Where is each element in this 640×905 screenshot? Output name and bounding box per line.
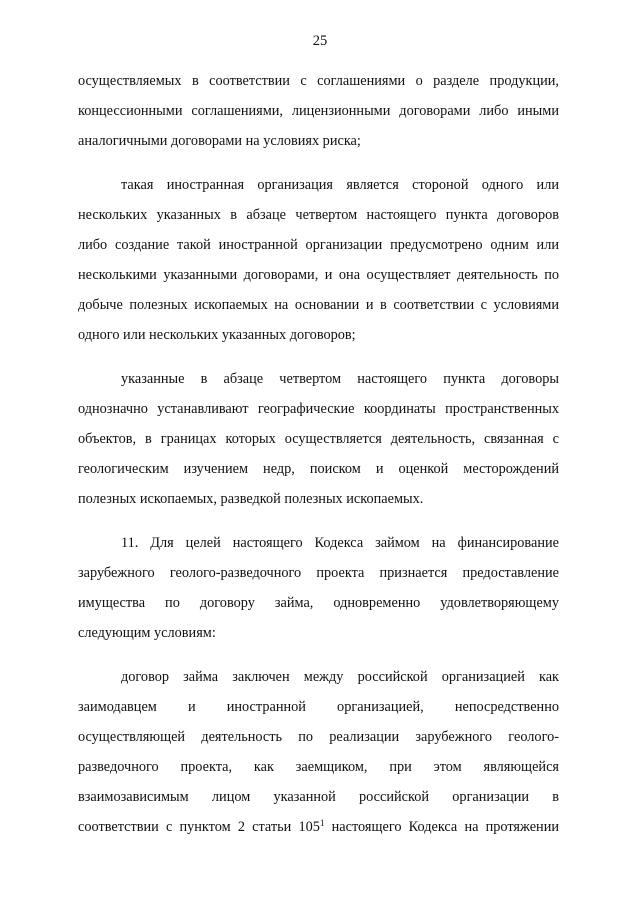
text-line: несколькими указанными договорами, и она осуществляет деятельность по xyxy=(78,267,559,283)
paragraph xyxy=(78,662,559,842)
document-body xyxy=(78,66,559,842)
text-line: заимодавцем и иностранной организацией, непосредственно xyxy=(78,699,559,715)
page-number: 25 xyxy=(312,33,328,49)
text-line: договор займа заключен между российской организацией как xyxy=(121,669,559,685)
paragraph xyxy=(78,66,559,156)
paragraph xyxy=(78,364,559,514)
text-line: взаимозависимым лицом указанной российской организации в xyxy=(78,789,559,805)
text-line: однозначно устанавливают географические координаты пространственных xyxy=(78,401,559,417)
text-line: геологическим изучением недр, поиском и оценкой месторождений xyxy=(78,461,559,477)
text-line: одного или нескольких указанных договоров; xyxy=(78,327,356,343)
text-line: добыче полезных ископаемых на основании и в соответствии с условиями xyxy=(78,297,559,313)
text-line: аналогичными договорами на условиях риска; xyxy=(78,133,361,149)
text-line: осуществляющей деятельность по реализации зарубежного геолого- xyxy=(78,729,559,745)
superscript: 1 xyxy=(319,818,325,828)
paragraph xyxy=(78,528,559,648)
text-line: либо создание такой иностранной организации предусмотрено одним или xyxy=(78,237,559,253)
text-line-with-superscript: соответствии с пунктом 2 статьи $105^1$ настоящего Кодекса на протяжении xyxy=(78,818,559,835)
paragraph xyxy=(78,170,559,350)
text-line: объектов, в границах которых осуществляется деятельность, связанная с xyxy=(78,431,559,447)
text-line: осуществляемых в соответствии с соглашениями о разделе продукции, xyxy=(78,73,559,89)
text-line: полезных ископаемых, разведкой полезных ископаемых. xyxy=(78,491,424,507)
text-line: такая иностранная организация является стороной одного или xyxy=(121,177,559,193)
text-line: 11. Для целей настоящего Кодекса займом на финансирование xyxy=(121,535,559,551)
text-line: концессионными соглашениями, лицензионными договорами либо иными xyxy=(78,103,559,119)
text-line: указанные в абзаце четвертом настоящего пункта договоры xyxy=(121,371,559,387)
text-line: нескольких указанных в абзаце четвертом настоящего пункта договоров xyxy=(78,207,559,223)
text-line: следующим условиям: xyxy=(78,625,216,641)
text-line: зарубежного геолого-разведочного проекта признается предоставление xyxy=(78,565,559,581)
text-line: имущества по договору займа, одновременно удовлетворяющему xyxy=(78,595,559,611)
text-line: разведочного проекта, как заемщиком, при этом являющейся xyxy=(78,759,559,775)
